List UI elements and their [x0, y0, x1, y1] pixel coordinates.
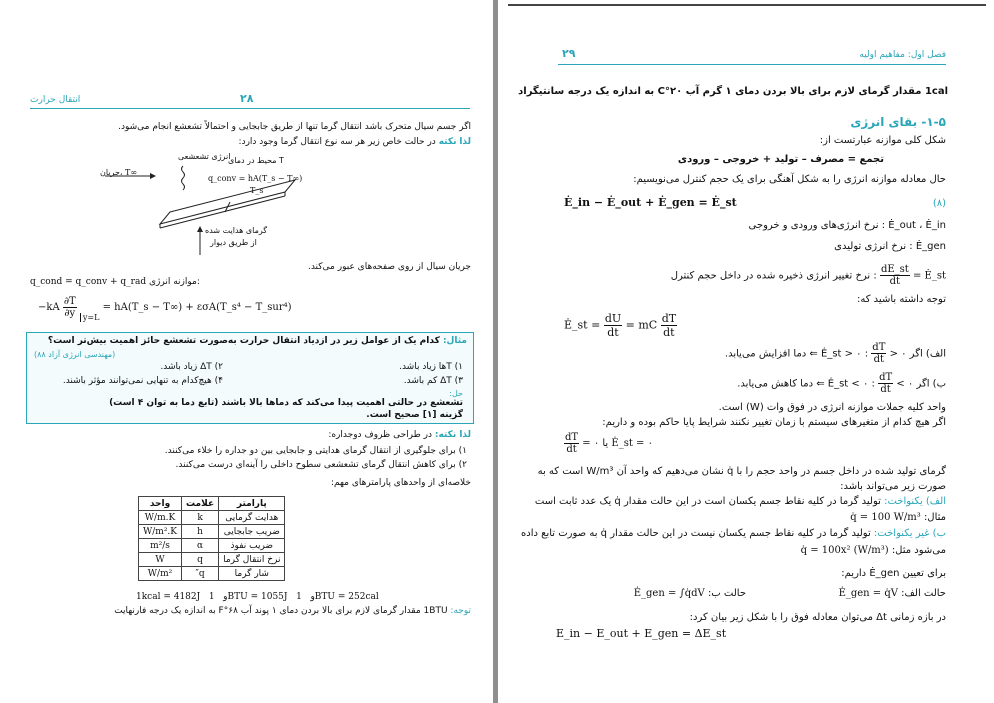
and-2: و	[310, 592, 315, 602]
note2-item-1: ۱) برای جلوگیری از انتقال گرمای هدایتی و جابجایی بین دو جداره را خلاء می‌کنند.	[164, 446, 467, 456]
plate-shape	[160, 180, 295, 224]
equation-8-number: (۸)	[932, 198, 946, 209]
table-cell: W	[139, 553, 182, 567]
left-header-rule	[30, 108, 470, 109]
option-4: ۴) هیچ‌کدام به تنهایی نمی‌توانند مؤثر باشند.	[62, 376, 223, 386]
solution-label: حل:	[449, 389, 463, 398]
nonuniform-label: ب) غیر یکنواخت:	[873, 528, 946, 539]
def-in-out: Ė_out ، Ė_in : نرخ انرژی‌های ورودی و خروجی	[748, 220, 946, 231]
table-row	[139, 511, 285, 525]
option-3: ۳) ΔT کم باشد.	[403, 376, 463, 386]
case-b-cond: ب) اگر Ė_st < ۰ :	[827, 378, 946, 390]
calc-text: برای تعیین Ė_gen داریم:	[841, 568, 946, 579]
est-equation	[564, 312, 677, 339]
fig-rad-label: انرژی تشعشعی	[178, 152, 231, 161]
note3-label: توجه:	[450, 606, 471, 616]
table-cell: ضریب جابجایی	[219, 525, 285, 539]
case-a-cond: الف) اگر Ė_st > ۰ :	[821, 348, 946, 360]
solution-text: تشعشع در حالتی اهمیت پیدا می‌کند که دماها بالا باشند (تابع دما به توان ۴ است)	[109, 398, 463, 408]
case-1	[839, 588, 946, 599]
balance-label: موازنه انرژی:	[148, 277, 200, 287]
general-equation: تجمع = مصرف – تولید + خروجی – ورودی	[677, 154, 884, 165]
est-lhs: Ė_st =	[564, 318, 601, 332]
def-st-lhs: Ė_st =	[912, 270, 946, 282]
table-cell: W/m.K	[139, 511, 182, 525]
right-page-number: ۲۹	[562, 47, 576, 60]
conv-btu-cal: 1BTU = 252cal	[296, 592, 379, 602]
def-st-text: : نرخ تغییر انرژی ذخیره شده در داخل حجم کنترل	[670, 270, 877, 282]
nonuniform-example	[801, 545, 946, 556]
steady-equation: $\frac{dT}{dt}$ = ۰ یا Ė_st = ۰	[565, 432, 653, 455]
gen-text-1: گرمای تولید شده در داخل جسم در واحد حجم را با q̇ نشان می‌دهیم که واحد آن W/m³ است که به	[537, 466, 946, 477]
general-text: شکل کلی موازنه عبارتست از:	[819, 135, 946, 146]
big-eq-rhs: = hA(T_s − T∞) + εσA(T_s⁴ − T_sur⁴)	[102, 302, 292, 313]
steady-text: اگر هیچ کدام از متغیرهای سیستم با زمان تغییر نکنند شرایط پایا حاکم بوده و داریم:	[602, 417, 946, 428]
note2-text: در طراحی ظروف دوجداره:	[328, 430, 432, 440]
nonuniform-example-label: می‌شود مثل:	[891, 545, 946, 556]
case-b: ب) اگر Ė_st < ۰ : $\frac{dT}{dt}$ < ۰ ⇐ دما کاهش می‌یابد.	[737, 372, 946, 395]
table-cell: هدایت گرمایی	[219, 511, 285, 525]
table-row	[139, 525, 285, 539]
table-header-row	[139, 497, 285, 511]
table-cell: ضریب نفوذ	[219, 539, 285, 553]
left-page	[0, 0, 493, 703]
note-label: لذا	[459, 137, 471, 147]
note2-item-2: ۲) برای کاهش انتقال گرمای تشعشعی سطوح داخلی را آینه‌ای درست می‌کنند.	[175, 460, 467, 470]
table-cell: m²/s	[139, 539, 182, 553]
table-cell: W/m².K	[139, 525, 182, 539]
units-table	[138, 496, 285, 581]
table-cell: شار گرما	[219, 567, 285, 581]
interval-text: در بازه زمانی Δt می‌توان معادله فوق را با شکل زیر بیان کرد:	[689, 612, 946, 623]
uniform-example-eq: q̇ = 100 W/m³	[850, 512, 921, 523]
big-equation	[38, 296, 292, 322]
fig-cond-label-2: از طریق دیوار	[210, 238, 257, 247]
solution-answer: گزینه [۱] صحیح است.	[366, 410, 463, 420]
table-cell: q″	[182, 567, 219, 581]
conv-kcal: 1kcal = 4182J	[136, 592, 201, 602]
note3-text: 1BTU مقدار گرمای لازم برای بالا بردن دمای ۱ پوند آب ۶۸°F به اندازه یک درجه فارنهایت	[114, 606, 448, 616]
fig-ts: T_s	[250, 186, 264, 195]
right-header-title: فصل اول: مفاهیم اولیه	[859, 50, 946, 60]
balance-eq: q_cond = q_conv + q_rad	[30, 277, 147, 287]
table-cell: نرخ انتقال گرما	[219, 553, 285, 567]
table-cell: q	[182, 553, 219, 567]
est-den2: dt	[663, 326, 675, 339]
case1-label: حالت الف:	[901, 588, 946, 599]
fig-cond-label-1: گرمای هدایت شده	[205, 226, 268, 235]
note3	[114, 606, 471, 616]
right-page	[498, 0, 994, 703]
uniform-line	[535, 496, 946, 507]
left-header-title: انتقال حرارت	[30, 95, 81, 105]
big-eq-num: ∂T	[63, 296, 76, 307]
example-question	[48, 336, 467, 346]
radiation-wave	[182, 166, 185, 190]
balance-line	[30, 277, 200, 287]
steady-eq-rest: = ۰ یا Ė_st = ۰	[582, 438, 653, 449]
case2-label: حالت ب:	[707, 588, 746, 599]
fig-flow-label: جریان، T∞	[100, 168, 138, 177]
table-header: واحد	[139, 497, 182, 511]
table-cell: α	[182, 539, 219, 553]
right-header-rule	[558, 64, 946, 65]
left-p2-text: در حالت خاص زیر هر سه نوع انتقال گرما وجود دارد:	[238, 137, 436, 147]
big-eq-den: ∂y	[64, 308, 76, 319]
case2-eq: Ė_gen = ∫q̇dV	[633, 588, 705, 599]
case-a-result: > ۰ ⇐ دما افزایش می‌یابد.	[724, 348, 907, 360]
def-st	[671, 264, 946, 287]
conversions	[136, 592, 379, 602]
table-header: پارامتر	[219, 497, 285, 511]
table-cell: k	[182, 511, 219, 525]
table-row	[139, 539, 285, 553]
case-a: الف) اگر Ė_st > ۰ : $\frac{dT}{dt}$ > ۰ ⇐ دما افزایش می‌یابد.	[724, 342, 946, 365]
case-b-result: < ۰ ⇐ دما کاهش می‌یابد.	[737, 378, 914, 390]
uniform-text: تولید گرما در کلیه نقاط جسم یکسان است در این حالت مقدار q̇ یک عدد ثابت است	[534, 496, 881, 507]
table-cell: h	[182, 525, 219, 539]
est-den1: dt	[607, 326, 619, 339]
option-2: ۲) ΔT زیاد باشد.	[160, 362, 223, 372]
case1-eq: Ė_gen = q̇V	[838, 588, 898, 599]
uniform-example	[850, 512, 946, 523]
nonuniform-example-eq: q̇ = 100x² (W/m³)	[800, 545, 889, 556]
uniform-label: الف) یکنواخت:	[884, 496, 946, 507]
table-row	[139, 567, 285, 581]
table-header: علامت	[182, 497, 219, 511]
est-mid: = mC	[625, 318, 658, 332]
left-p1: اگر جسم سیال متحرک باشد انتقال گرما تنها از طریق جابجایی و احتمالاً تشعشع انجام می‌شود.	[118, 122, 471, 132]
rate-text: حال معادله موازنه انرژی را به شکل آهنگی برای یک حجم کنترل می‌نویسیم:	[633, 174, 946, 185]
option-1: ۱) Tها زیاد باشد.	[399, 362, 463, 372]
note2	[328, 430, 471, 440]
example-source: (مهندسی انرژی آزاد ۸۸)	[34, 350, 116, 359]
nonuniform-text: تولید گرما در کلیه نقاط جسم یکسان نیست در این حالت مقدار q̇ به صورت تابع داده	[521, 528, 871, 539]
conv-btu-j: 1BTU = 1055J	[208, 592, 288, 602]
fig-qconv: q_conv = hA(T_s − T∞)	[208, 174, 303, 183]
def-st-den: dt	[889, 276, 901, 287]
fig-env-label: محیط در دمای T	[228, 156, 284, 165]
big-eq-sub: y=L	[80, 313, 100, 322]
equation-8: Ė_in − Ė_out + Ė_gen = Ė_st	[564, 196, 737, 209]
left-page-number: ۲۸	[240, 92, 254, 105]
final-equation: E_in − E_out + E_gen = ΔE_st	[556, 627, 727, 640]
note2-label: لذا نکته:	[434, 430, 471, 440]
and-1: و	[223, 592, 228, 602]
case-2	[634, 588, 746, 599]
example-label: مثال:	[442, 336, 467, 346]
uniform-example-label: مثال:	[923, 512, 946, 523]
top-edge-rule	[508, 4, 986, 6]
cal-definition: 1cal مقدار گرمای لازم برای بالا بردن دمای ۱ گرم آب ۲۰°C به اندازه یک درجه سانتیگراد	[518, 86, 948, 97]
note-text: توجه داشته باشید که:	[857, 294, 946, 305]
note-label-2: نکته	[438, 137, 457, 147]
example-text: کدام یک از عوامل زیر در ازدیاد انتقال حرارت به‌صورت تشعشع حائز اهمیت بیش‌تر است؟	[47, 336, 440, 346]
units-intro: خلاصه‌ای از واحدهای پارامترهای مهم:	[330, 478, 471, 488]
big-eq-lhs: −kA	[38, 302, 60, 313]
left-p2	[239, 137, 471, 147]
est-num1: dU	[604, 312, 622, 325]
nonuniform-line	[521, 528, 946, 539]
def-st-num: dE_st	[880, 264, 909, 275]
table-row	[139, 553, 285, 567]
est-num2: dT	[661, 312, 677, 325]
gen-text-2: صورت زیر می‌تواند باشد:	[840, 481, 946, 492]
flow-text: جریان سیال از روی صفحه‌های عبور می‌کند.	[307, 262, 471, 272]
unit-text: واحد کلیه جملات موازنه انرژی در فوق وات (W) است.	[718, 402, 946, 413]
heat-transfer-figure	[95, 150, 315, 260]
table-cell: W/m²	[139, 567, 182, 581]
def-gen: Ė_gen : نرخ انرژی تولیدی	[834, 241, 946, 252]
section-title: ۱-۵- بقای انرژی	[850, 115, 946, 129]
